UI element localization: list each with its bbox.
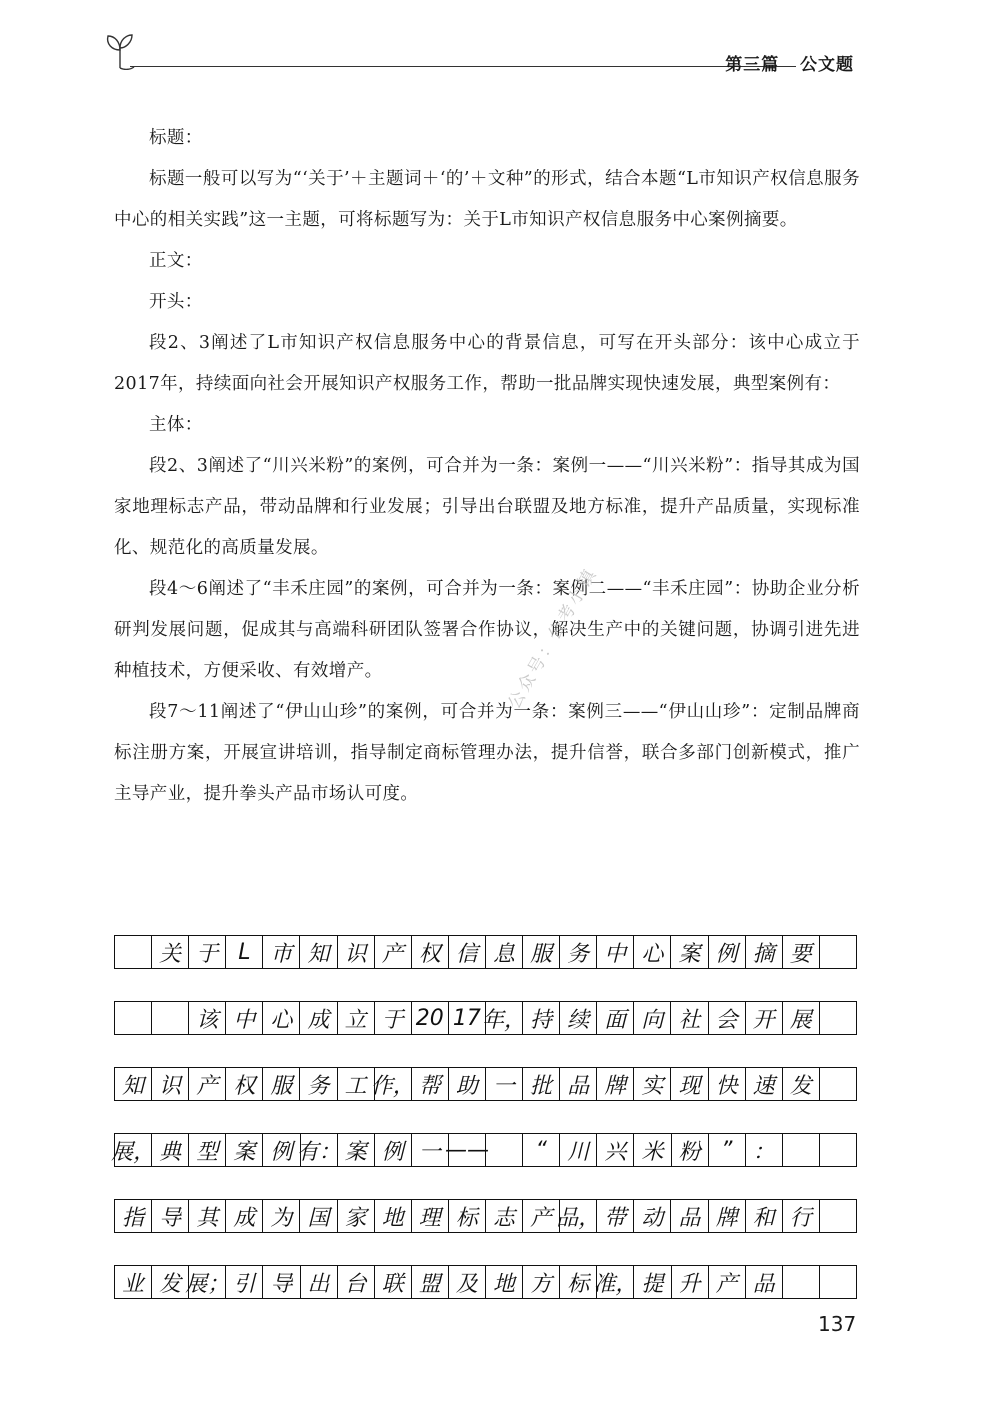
paragraph-title-explanation: 标题一般可以写为“‘关于’＋主题词＋‘的’＋文种”的形式，结合本题“L市知识产权信息服务中心的相关实践”这一主题，可将标题写为：关于L市知识产权信息服务中心案例摘要。 (114, 169, 860, 230)
grid-cell: 权 (226, 1068, 263, 1100)
grid-cell (820, 1002, 857, 1034)
grid-cell: 米 (634, 1134, 671, 1166)
header-topic: 公文题 (800, 55, 854, 75)
grid-cell: 务 (560, 936, 597, 968)
grid-cell: 方 (523, 1266, 560, 1298)
grid-cell (820, 1134, 857, 1166)
grid-cell: 为 (263, 1200, 300, 1232)
grid-row (114, 1067, 857, 1101)
grid-cell: 中 (597, 936, 634, 968)
header-title (725, 50, 854, 75)
grid-cell: 批 (523, 1068, 560, 1100)
grid-cell: 有： (301, 1134, 338, 1166)
grid-cell: 产 (709, 1266, 746, 1298)
grid-cell: 地 (486, 1266, 523, 1298)
grid-cell: 导 (152, 1200, 189, 1232)
paragraph-main-label: 主体： (149, 415, 203, 435)
grid-cell: 展； (189, 1266, 226, 1298)
grid-cell: 例 (709, 936, 746, 968)
grid-cell: 年， (486, 1002, 523, 1034)
grid-cell (115, 936, 152, 968)
grid-cell: 带 (597, 1200, 634, 1232)
grid-cell: 会 (709, 1002, 746, 1034)
grid-cell: 服 (263, 1068, 300, 1100)
grid-cell: 一 (412, 1134, 449, 1166)
grid-cell: 志 (486, 1200, 523, 1232)
grid-cell: 持 (523, 1002, 560, 1034)
grid-cell: 帮 (412, 1068, 449, 1100)
grid-row (114, 935, 857, 969)
grid-cell: 开 (746, 1002, 783, 1034)
grid-cell: 工 (338, 1068, 375, 1100)
grid-cell: 市 (263, 936, 300, 968)
grid-cell: ： (746, 1134, 783, 1166)
grid-cell: 服 (523, 936, 560, 968)
grid-cell: 展 (783, 1002, 820, 1034)
grid-cell: 国 (300, 1200, 337, 1232)
grid-cell: 助 (449, 1068, 486, 1100)
grid-cell: 作， (375, 1068, 412, 1100)
grid-cell: 速 (746, 1068, 783, 1100)
grid-cell: 摘 (746, 936, 783, 968)
grid-cell: 出 (301, 1266, 338, 1298)
grid-cell: 面 (597, 1002, 634, 1034)
grid-cell: 于 (189, 936, 226, 968)
grid-cell: 动 (634, 1200, 671, 1232)
grid-cell: 发 (152, 1266, 189, 1298)
grid-cell: 中 (226, 1002, 263, 1034)
grid-cell: 家 (338, 1200, 375, 1232)
paragraph-opening-label: 开头： (149, 292, 203, 312)
grid-cell: 其 (189, 1200, 226, 1232)
grid-cell (783, 1266, 820, 1298)
grid-cell: 提 (634, 1266, 671, 1298)
grid-cell: 案 (338, 1134, 375, 1166)
grid-cell (115, 1002, 152, 1034)
grid-cell: 务 (300, 1068, 337, 1100)
grid-cell (783, 1134, 820, 1166)
grid-cell: 标 (449, 1200, 486, 1232)
paragraph-title-label: 标题： (149, 128, 203, 148)
grid-cell: 川 (560, 1134, 597, 1166)
paragraph-opening-text: 段2、3阐述了L市知识产权信息服务中心的背景信息，可写在开头部分：该中心成立于2017年，持续面向社会开展知识产权服务工作，帮助一批品牌实现快速发展，典型案例有： (114, 333, 860, 394)
grid-cell: 指 (115, 1200, 152, 1232)
grid-cell: 准， (597, 1266, 634, 1298)
grid-cell: 一 (486, 1068, 523, 1100)
grid-cell: 行 (783, 1200, 820, 1232)
grid-cell: 产 (189, 1068, 226, 1100)
paragraph-body-label: 正文： (149, 251, 203, 271)
grid-cell (486, 1134, 523, 1166)
grid-cell: 兴 (597, 1134, 634, 1166)
grid-cell: —— (449, 1134, 486, 1166)
grid-cell: 地 (375, 1200, 412, 1232)
grid-cell: 型 (189, 1134, 226, 1166)
grid-cell: 标 (560, 1266, 597, 1298)
header-section: 第三篇 (725, 55, 780, 75)
grid-cell: 关 (152, 936, 189, 968)
grid-cell: 导 (263, 1266, 300, 1298)
grid-cell: 升 (672, 1266, 709, 1298)
grid-cell: 该 (189, 1002, 226, 1034)
grid-cell (820, 1068, 857, 1100)
grid-cell: 盟 (412, 1266, 449, 1298)
grid-cell: 案 (671, 936, 708, 968)
grid-cell: 立 (338, 1002, 375, 1034)
grid-cell: 信 (449, 936, 486, 968)
grid-cell: 发 (783, 1068, 820, 1100)
grid-cell: 业 (115, 1266, 152, 1298)
grid-cell: 知 (115, 1068, 152, 1100)
grid-cell: 成 (226, 1200, 263, 1232)
grid-cell: 心 (263, 1002, 300, 1034)
grid-row (111, 1133, 857, 1167)
page-number: 137 (818, 1312, 857, 1336)
grid-cell: 联 (375, 1266, 412, 1298)
grid-cell: 展， (115, 1134, 152, 1166)
grid-cell: 台 (338, 1266, 375, 1298)
grid-cell: 权 (412, 936, 449, 968)
grid-cell: 理 (412, 1200, 449, 1232)
grid-cell: 产 (375, 936, 412, 968)
grid-cell: 识 (152, 1068, 189, 1100)
grid-cell: 20 (412, 1002, 449, 1034)
grid-cell: 和 (746, 1200, 783, 1232)
grid-cell: 快 (709, 1068, 746, 1100)
grid-cell: 案 (226, 1134, 263, 1166)
grid-cell: 牌 (709, 1200, 746, 1232)
grid-cell: ” (709, 1134, 746, 1166)
grid-cell: 牌 (597, 1068, 634, 1100)
grid-cell: 引 (226, 1266, 263, 1298)
grid-cell: 例 (375, 1134, 412, 1166)
grid-cell: “ (523, 1134, 560, 1166)
grid-cell: 及 (449, 1266, 486, 1298)
grid-cell: 粉 (672, 1134, 709, 1166)
answer-grid (111, 935, 857, 1331)
grid-cell: 产 (523, 1200, 560, 1232)
grid-cell: 成 (300, 1002, 337, 1034)
grid-row (114, 1199, 857, 1233)
paragraph-case-three: 段7～11阐述了“伊山山珍”的案例，可合并为一条：案例三——“伊山山珍”：定制品牌商标注册方案，开展宣讲培训，指导制定商标管理办法，提升信誉，联合多部门创新模式，推广主导产业，提升拳头产品市场认可度。 (114, 702, 860, 804)
paragraph-case-two: 段4～6阐述了“丰禾庄园”的案例，可合并为一条：案例二——“丰禾庄园”：协助企业分析研判发展问题，促成其与高端科研团队签署合作协议，解决生产中的关键问题，协调引进先进种植技术，方便采收、有效增产。 (114, 579, 860, 681)
watermark: 公众号：公考小镇 (504, 563, 602, 713)
grid-cell: 典 (152, 1134, 189, 1166)
grid-cell: 息 (486, 936, 523, 968)
grid-cell: 品 (746, 1266, 783, 1298)
grid-cell: 向 (634, 1002, 671, 1034)
grid-cell: 品， (560, 1200, 597, 1232)
grid-cell: 社 (671, 1002, 708, 1034)
grid-cell: 于 (375, 1002, 412, 1034)
grid-cell (820, 1200, 857, 1232)
grid-cell: 知 (300, 936, 337, 968)
grid-cell (820, 1266, 857, 1298)
page-body (114, 118, 860, 815)
page-header (100, 30, 860, 74)
grid-row (114, 1265, 857, 1299)
grid-cell: 17 (449, 1002, 486, 1034)
grid-cell: 品 (671, 1200, 708, 1232)
grid-cell (152, 1002, 189, 1034)
grid-cell: 续 (560, 1002, 597, 1034)
grid-cell: 识 (338, 936, 375, 968)
paragraph-case-one: 段2、3阐述了“川兴米粉”的案例，可合并为一条：案例一——“川兴米粉”：指导其成为国家地理标志产品，带动品牌和行业发展；引导出台联盟及地方标准，提升产品质量，实现标准化、规范化的高质量发展。 (114, 456, 860, 558)
sprout-icon (102, 30, 138, 70)
grid-cell: 要 (783, 936, 820, 968)
grid-row (114, 1001, 857, 1035)
grid-cell: L (226, 936, 263, 968)
grid-cell: 实 (634, 1068, 671, 1100)
grid-cell: 品 (560, 1068, 597, 1100)
header-rule (130, 66, 796, 67)
grid-cell: 例 (263, 1134, 300, 1166)
grid-cell: 心 (634, 936, 671, 968)
grid-cell: 现 (671, 1068, 708, 1100)
grid-cell (820, 936, 857, 968)
